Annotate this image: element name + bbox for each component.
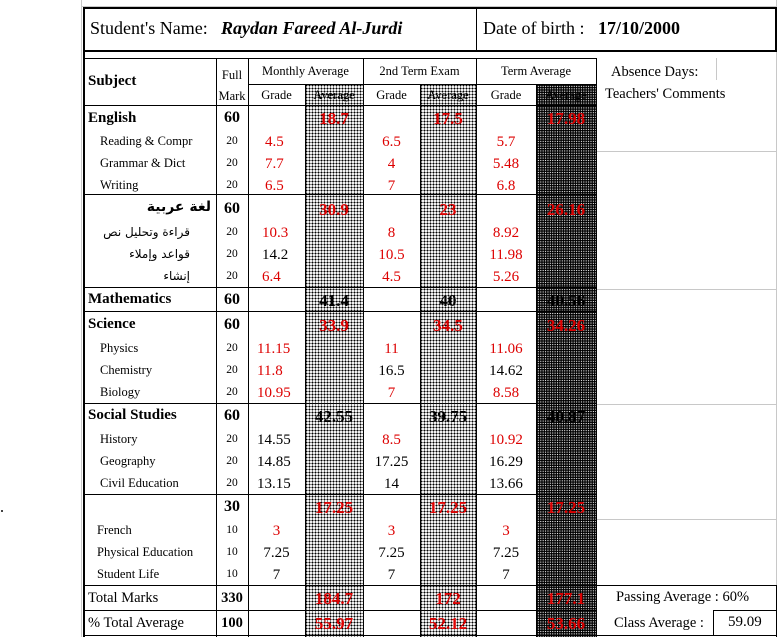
term-average: 26.16 <box>546 200 586 219</box>
exam-grade: 7.25 <box>378 545 405 561</box>
monthly-average: 33.9 <box>319 316 349 335</box>
term-average-shading <box>536 84 596 637</box>
monthly-grade: 13.15 <box>257 476 291 492</box>
exam-grade: 8 <box>387 225 396 241</box>
subsubject-label: قراءة وتحليل نص <box>103 225 190 239</box>
monthly-grade: 3 <box>272 523 281 539</box>
term-grade: 16.29 <box>489 454 523 470</box>
student-name-label: Student's Name: <box>90 18 208 38</box>
exam-average-subheader: Average <box>427 88 469 102</box>
full-mark: 20 <box>226 248 238 260</box>
term-average-subheader: Average <box>545 88 587 102</box>
full-mark: 20 <box>226 386 238 398</box>
exam-average: 40 <box>439 291 457 310</box>
full-mark: 60 <box>224 316 240 333</box>
full-mark: 20 <box>226 477 238 489</box>
monthly-average: 17.25 <box>314 498 354 517</box>
monthly-grade: 11.15 <box>257 341 291 357</box>
exam-grade: 16.5 <box>378 363 405 379</box>
monthly-average: 42.55 <box>314 407 354 426</box>
exam-grade-header: Grade <box>376 88 407 102</box>
monthly-grade: 7 <box>272 567 281 583</box>
full-mark: 10 <box>226 524 238 536</box>
subsubject-label: Writing <box>100 178 139 192</box>
dob-label: Date of birth : <box>483 18 585 38</box>
exam-grade: 3 <box>387 523 396 539</box>
total-full-mark: 330 <box>221 590 243 606</box>
full-mark: 10 <box>226 568 238 580</box>
monthly-average: 30.9 <box>319 200 349 219</box>
subject-arabic: لغة عربية <box>146 199 211 215</box>
term-grade-header: Grade <box>490 88 522 102</box>
exam-average: 17.5 <box>433 109 463 128</box>
percent-exam: 52.12 <box>428 614 468 633</box>
full-mark: 20 <box>226 342 238 354</box>
term-grade: 5.26 <box>492 269 520 285</box>
subsubject-label: Reading & Compr <box>100 134 193 148</box>
monthly-grade: 11.8 <box>257 363 283 379</box>
subsubject-label: Civil Education <box>100 476 179 490</box>
stray-dot <box>1 510 3 512</box>
exam-grade: 7 <box>387 178 396 194</box>
full-mark: 20 <box>226 270 238 282</box>
term-average: 17.98 <box>546 109 586 128</box>
subject-science: Science <box>88 316 136 332</box>
monthly-grade: 14.55 <box>257 432 291 448</box>
full-mark: 20 <box>226 226 238 238</box>
monthly-average-shading <box>305 84 363 637</box>
term-average: 17.25 <box>546 498 586 517</box>
subsubject-label: قواعد وإملاء <box>129 247 190 261</box>
exam-average-shading <box>420 84 476 637</box>
total-exam: 172 <box>435 589 461 608</box>
full-mark: 60 <box>224 200 240 217</box>
term-grade: 8.58 <box>492 385 520 401</box>
exam-grade: 6.5 <box>382 134 401 150</box>
subsubject-label: Physical Education <box>97 545 194 559</box>
full-mark: 20 <box>226 455 238 467</box>
term-grade: 10.92 <box>489 432 523 448</box>
term-average: 40.56 <box>546 291 586 310</box>
monthly-grade: 14.2 <box>262 247 289 263</box>
dob-value: 17/10/2000 <box>598 18 681 38</box>
monthly-grade: 4.5 <box>265 134 284 150</box>
monthly-grade: 10.95 <box>257 385 291 401</box>
subject-social-studies: Social Studies <box>88 407 177 423</box>
term-grade: 8.92 <box>492 225 520 241</box>
monthly-grade: 10.3 <box>262 225 289 241</box>
percent-total-label: % Total Average <box>88 615 184 631</box>
student-name: Raydan Fareed Al-Jurdi <box>221 18 403 38</box>
full-mark: 20 <box>226 433 238 445</box>
term-grade: 13.66 <box>489 476 523 492</box>
exam-grade: 10.5 <box>378 247 405 263</box>
percent-full-mark: 100 <box>221 615 243 631</box>
subsubject-label: Physics <box>100 341 139 355</box>
term-grade: 11.06 <box>489 341 523 357</box>
class-average-value: 59.09 <box>728 614 762 630</box>
full-mark: 60 <box>224 291 240 308</box>
monthly-grade-header: Grade <box>261 88 292 102</box>
full-mark: 60 <box>224 407 240 424</box>
exam-grade: 8.5 <box>382 432 401 448</box>
total-marks-label: Total Marks <box>88 590 159 606</box>
exam-average: 34.5 <box>433 316 463 335</box>
total-monthly: 184.7 <box>314 589 354 608</box>
passing-average: Passing Average : 60% <box>616 589 750 605</box>
second-term-exam-header: 2nd Term Exam <box>379 64 460 78</box>
subsubject-label: Geography <box>100 454 156 468</box>
full-mark: 20 <box>226 179 238 191</box>
subsubject-label: Chemistry <box>100 363 153 377</box>
term-average: 40.87 <box>546 407 586 426</box>
exam-grade: 17.25 <box>374 454 409 470</box>
subsubject-label: Student Life <box>97 567 160 581</box>
term-grade: 14.62 <box>489 363 523 379</box>
absence-days-label: Absence Days: <box>611 64 699 80</box>
subject-header: Subject <box>88 73 137 89</box>
subsubject-label: French <box>97 523 132 537</box>
full-mark: 20 <box>226 135 238 147</box>
term-grade: 5.7 <box>496 134 516 150</box>
full-mark: 30 <box>224 498 240 515</box>
term-grade: 7.25 <box>492 545 520 561</box>
monthly-grade: 6.4 <box>262 269 281 285</box>
subject-mathematics: Mathematics <box>88 291 172 307</box>
percent-term: 53.66 <box>546 614 586 633</box>
exam-grade: 7 <box>387 385 396 401</box>
full-mark: 60 <box>224 109 240 126</box>
monthly-average: 41.4 <box>319 291 349 310</box>
subsubject-label: إنشاء <box>163 269 190 283</box>
monthly-grade: 7.7 <box>265 156 284 172</box>
monthly-grade: 6.5 <box>265 178 284 194</box>
monthly-average: 18.7 <box>319 109 349 128</box>
monthly-grade: 14.85 <box>257 454 291 470</box>
monthly-average-subheader: Average <box>313 88 355 102</box>
term-grade: 7 <box>502 567 510 583</box>
full-header: Full <box>221 68 243 82</box>
term-average-header: Term Average <box>500 64 572 78</box>
exam-average: 17.25 <box>428 498 468 517</box>
teachers-comments-label: Teachers' Comments <box>605 86 726 102</box>
class-average-label: Class Average : <box>614 615 704 631</box>
exam-grade: 11 <box>384 341 399 357</box>
full-mark: 10 <box>226 546 238 558</box>
exam-average: 39.75 <box>428 407 468 426</box>
term-grade: 5.48 <box>492 156 520 172</box>
subsubject-label: Biology <box>100 385 141 399</box>
exam-average: 23 <box>439 200 457 219</box>
percent-monthly: 55.97 <box>314 614 354 633</box>
mark-header: Mark <box>218 89 246 103</box>
subsubject-label: Grammar & Dict <box>100 156 186 170</box>
full-mark: 20 <box>226 157 238 169</box>
full-mark: 20 <box>226 364 238 376</box>
exam-grade: 14 <box>384 476 399 492</box>
term-grade: 3 <box>502 523 510 539</box>
monthly-average-header: Monthly Average <box>262 64 349 78</box>
term-grade: 6.8 <box>496 178 516 194</box>
exam-grade: 7 <box>387 567 396 583</box>
exam-grade: 4.5 <box>382 269 401 285</box>
term-average: 34.26 <box>546 316 586 335</box>
monthly-grade: 7.25 <box>263 545 290 561</box>
subject-english: English <box>88 110 137 126</box>
term-grade: 11.98 <box>489 247 523 263</box>
total-term: 177.1 <box>546 589 586 608</box>
subsubject-label: History <box>100 432 138 446</box>
exam-grade: 4 <box>387 156 396 172</box>
